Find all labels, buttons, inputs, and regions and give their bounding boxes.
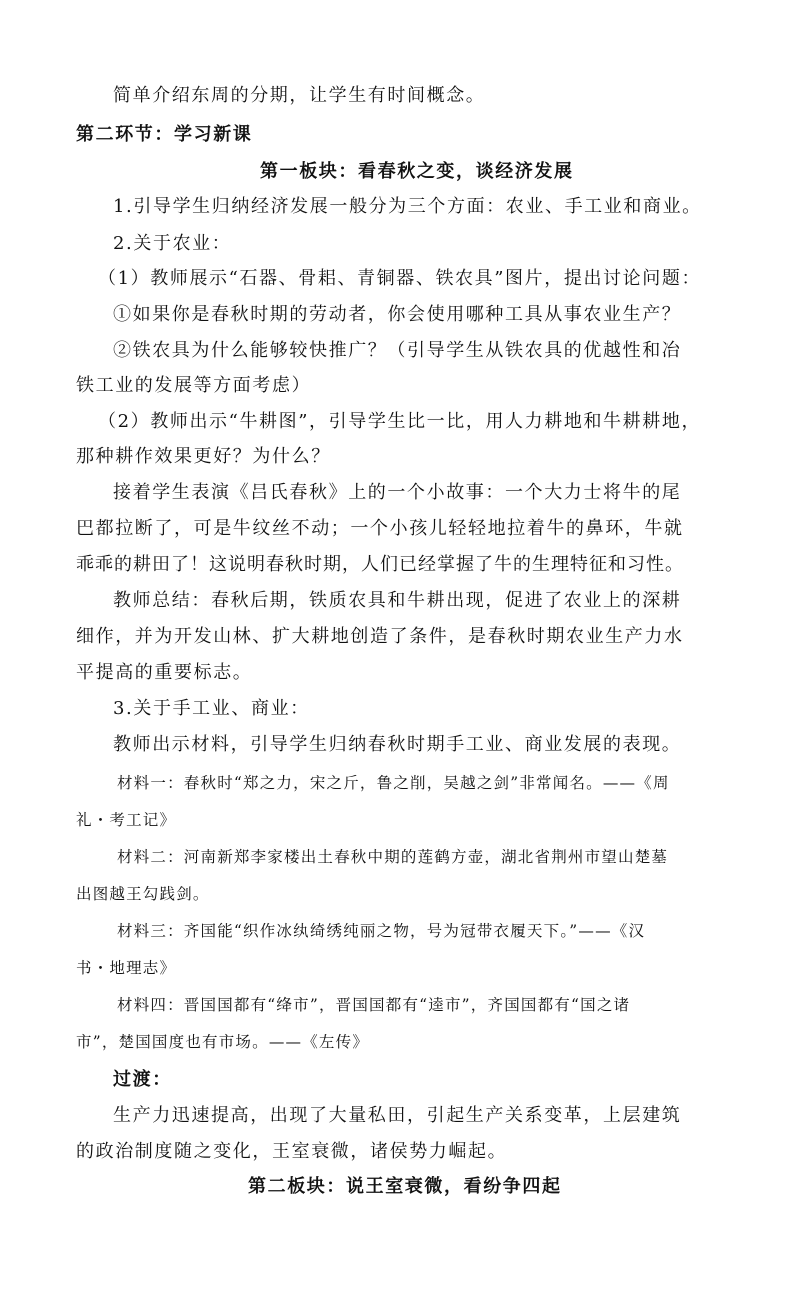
material-line: 材料四：晋国国都有“绛市”，晋国国都有“逵市”，齐国国都有“国之诸 [117, 996, 631, 1014]
paragraph-line: 的政治制度随之变化，王室衰微，诸侯势力崛起。 [76, 1141, 508, 1162]
paragraph-line: （1）教师展示“石器、骨耜、青铜器、铁农具”图片，提出讨论问题： [98, 268, 702, 289]
paragraph-line: 教师总结：春秋后期，铁质农具和牛耕出现，促进了农业上的深耕 [113, 590, 682, 611]
paragraph-line: 生产力迅速提高，出现了大量私田，引起生产关系变革，上层建筑 [113, 1105, 682, 1126]
paragraph-line: 2.关于农业： [113, 233, 232, 254]
paragraph-line: ①如果你是春秋时期的劳动者，你会使用哪种工具从事农业生产？ [113, 304, 682, 325]
material-line: 书・地理志》 [76, 959, 177, 977]
paragraph-line: 1.引导学生归纳经济发展一般分为三个方面：农业、手工业和商业。 [113, 196, 702, 217]
paragraph-line: 3.关于手工业、商业： [113, 698, 310, 719]
material-line: 材料二：河南新郑李家楼出土春秋中期的莲鹤方壶，湖北省荆州市望山楚墓 [117, 848, 669, 866]
paragraph-line: ②铁农具为什么能够较快推广？（引导学生从铁农具的优越性和冶 [113, 340, 682, 361]
section-heading: 第二环节：学习新课 [76, 124, 253, 145]
paragraph-line: 那种耕作效果更好？为什么？ [76, 446, 331, 467]
material-line: 礼・考工记》 [76, 811, 177, 829]
paragraph-line: 铁工业的发展等方面考虑） [76, 375, 312, 396]
block-heading: 第二板块：说王室衰微，看纷争四起 [248, 1176, 562, 1197]
material-line: 材料一：春秋时“郑之力，宋之斤，鲁之削，吴越之剑”非常闻名。——《周 [117, 774, 670, 792]
paragraph-line: （2）教师出示“牛耕图”，引导学生比一比，用人力耕地和牛耕耕地， [98, 411, 702, 432]
transition-heading: 过渡： [113, 1069, 172, 1090]
paragraph-line: 巴都拉断了，可是牛纹丝不动；一个小孩儿轻轻地拉着牛的鼻环，牛就 [76, 518, 684, 539]
material-line: 材料三：齐国能“织作冰纨绮绣纯丽之物，号为冠带衣履天下。”——《汉 [117, 922, 646, 940]
paragraph-line: 接着学生表演《吕氏春秋》上的一个小故事：一个大力士将牛的尾 [113, 482, 682, 503]
material-line: 出图越王勾践剑。 [76, 885, 210, 903]
paragraph-line: 乖乖的耕田了！这说明春秋时期，人们已经掌握了牛的生理特征和习性。 [76, 554, 684, 575]
paragraph-line: 简单介绍东周的分期，让学生有时间概念。 [113, 85, 486, 106]
block-heading: 第一板块：看春秋之变，谈经济发展 [260, 161, 574, 182]
paragraph-line: 教师出示材料，引导学生归纳春秋时期手工业、商业发展的表现。 [113, 734, 682, 755]
paragraph-line: 平提高的重要标志。 [76, 662, 253, 683]
paragraph-line: 细作，并为开发山林、扩大耕地创造了条件，是春秋时期农业生产力水 [76, 626, 684, 647]
material-line: 市”，楚国国度也有市场。——《左传》 [76, 1033, 370, 1051]
